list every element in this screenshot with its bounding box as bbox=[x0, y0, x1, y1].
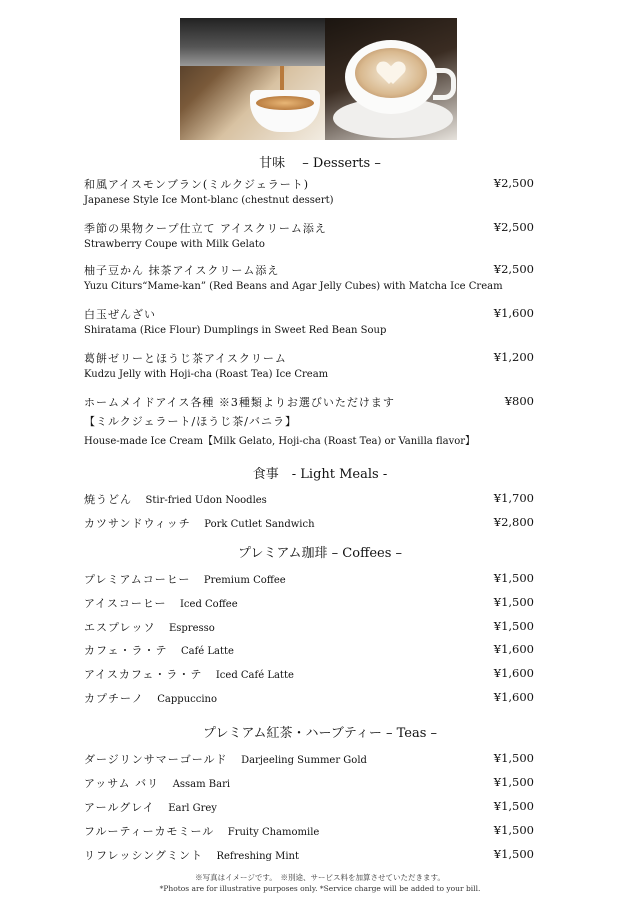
price: ¥1,500 bbox=[493, 595, 534, 609]
price: ¥2,500 bbox=[493, 262, 534, 276]
menu-item: 季節の果物クープ仕立て アイスクリーム添え Strawberry Coupe with Milk Gelato ¥2,500 bbox=[84, 220, 534, 250]
teas-title: プレミアム紅茶・ハーブティー – Teas – bbox=[202, 726, 438, 741]
price: ¥1,600 bbox=[493, 690, 534, 704]
price: ¥1,500 bbox=[493, 571, 534, 585]
light-meals-title: 食事 - Light Meals - bbox=[252, 467, 388, 482]
price: ¥1,500 bbox=[493, 847, 534, 861]
menu-item: ダージリンサマーゴールド Darjeeling Summer Gold ¥1,500 bbox=[84, 751, 534, 766]
price: ¥1,500 bbox=[493, 751, 534, 765]
espresso-machine-shape bbox=[180, 18, 325, 66]
coffees-title: プレミアム珈琲 – Coffees – bbox=[237, 546, 403, 561]
price: ¥1,600 bbox=[493, 306, 534, 320]
desserts-title: 甘味 – Desserts – bbox=[259, 156, 381, 171]
menu-item: フルーティーカモミール Fruity Chamomile ¥1,500 bbox=[84, 823, 534, 838]
price: ¥800 bbox=[504, 394, 534, 408]
espresso-cup-shape bbox=[250, 90, 320, 132]
price: ¥1,500 bbox=[493, 619, 534, 633]
price: ¥1,600 bbox=[493, 642, 534, 656]
price: ¥1,500 bbox=[493, 823, 534, 837]
price: ¥2,500 bbox=[493, 220, 534, 234]
latte-cup-shape bbox=[345, 40, 437, 114]
menu-item: 焼うどん Stir-fried Udon Noodles ¥1,700 bbox=[84, 491, 534, 506]
menu-item: 柚子豆かん 抹茶アイスクリーム添え Yuzu Citurs“Mame-kan” (Red Beans and Agar Jelly Cubes) with Matcha Ice Cream ¥2,500 bbox=[84, 262, 534, 292]
menu-item: 葛餅ゼリーとほうじ茶アイスクリーム Kudzu Jelly with Hoji-cha (Roast Tea) Ice Cream ¥1,200 bbox=[84, 350, 534, 380]
latte-art-heart-icon bbox=[379, 62, 403, 84]
menu-item: アイスコーヒー Iced Coffee ¥1,500 bbox=[84, 595, 534, 610]
price: ¥1,500 bbox=[493, 799, 534, 813]
price: ¥1,200 bbox=[493, 350, 534, 364]
menu-item: 白玉ぜんざい Shiratama (Rice Flour) Dumplings in Sweet Red Bean Soup ¥1,600 bbox=[84, 306, 534, 336]
espresso-photo bbox=[180, 18, 325, 140]
price: ¥1,600 bbox=[493, 666, 534, 680]
latte-photo bbox=[325, 18, 457, 140]
footnote-en: *Photos are for illustrative purposes only. *Service charge will be added to your bill. bbox=[159, 884, 481, 893]
menu-item: アールグレイ Earl Grey ¥1,500 bbox=[84, 799, 534, 814]
price: ¥1,500 bbox=[493, 775, 534, 789]
price: ¥2,500 bbox=[493, 176, 534, 190]
footnote-ja: ※写真はイメージです。 ※別途、サービス料を加算させていただきます。 bbox=[195, 873, 445, 882]
menu-item: 和風アイスモンブラン(ミルクジェラート) Japanese Style Ice Mont-blanc (chestnut dessert) ¥2,500 bbox=[84, 176, 534, 206]
menu-item: リフレッシングミント Refreshing Mint ¥1,500 bbox=[84, 847, 534, 862]
price: ¥1,700 bbox=[493, 491, 534, 505]
menu-item-homemade-ice: ホームメイドアイス各種 ※3種類よりお選びいただけます 【ミルクジェラート/ほうじ茶/バニラ】 House-made Ice Cream【Milk Gelato, Hoji-cha (Roast Tea) or Vanilla flavor】 ¥800 bbox=[84, 394, 534, 447]
menu-item: カツサンドウィッチ Pork Cutlet Sandwich ¥2,800 bbox=[84, 515, 534, 530]
menu-item: アイスカフェ・ラ・テ Iced Café Latte ¥1,600 bbox=[84, 666, 534, 681]
menu-item: エスプレッソ Espresso ¥1,500 bbox=[84, 619, 534, 634]
price: ¥2,800 bbox=[493, 515, 534, 529]
header-photos bbox=[180, 18, 457, 140]
menu-item: カプチーノ Cappuccino ¥1,600 bbox=[84, 690, 534, 705]
menu-item: プレミアムコーヒー Premium Coffee ¥1,500 bbox=[84, 571, 534, 586]
menu-item: アッサム バリ Assam Bari ¥1,500 bbox=[84, 775, 534, 790]
menu-item: カフェ・ラ・テ Café Latte ¥1,600 bbox=[84, 642, 534, 657]
